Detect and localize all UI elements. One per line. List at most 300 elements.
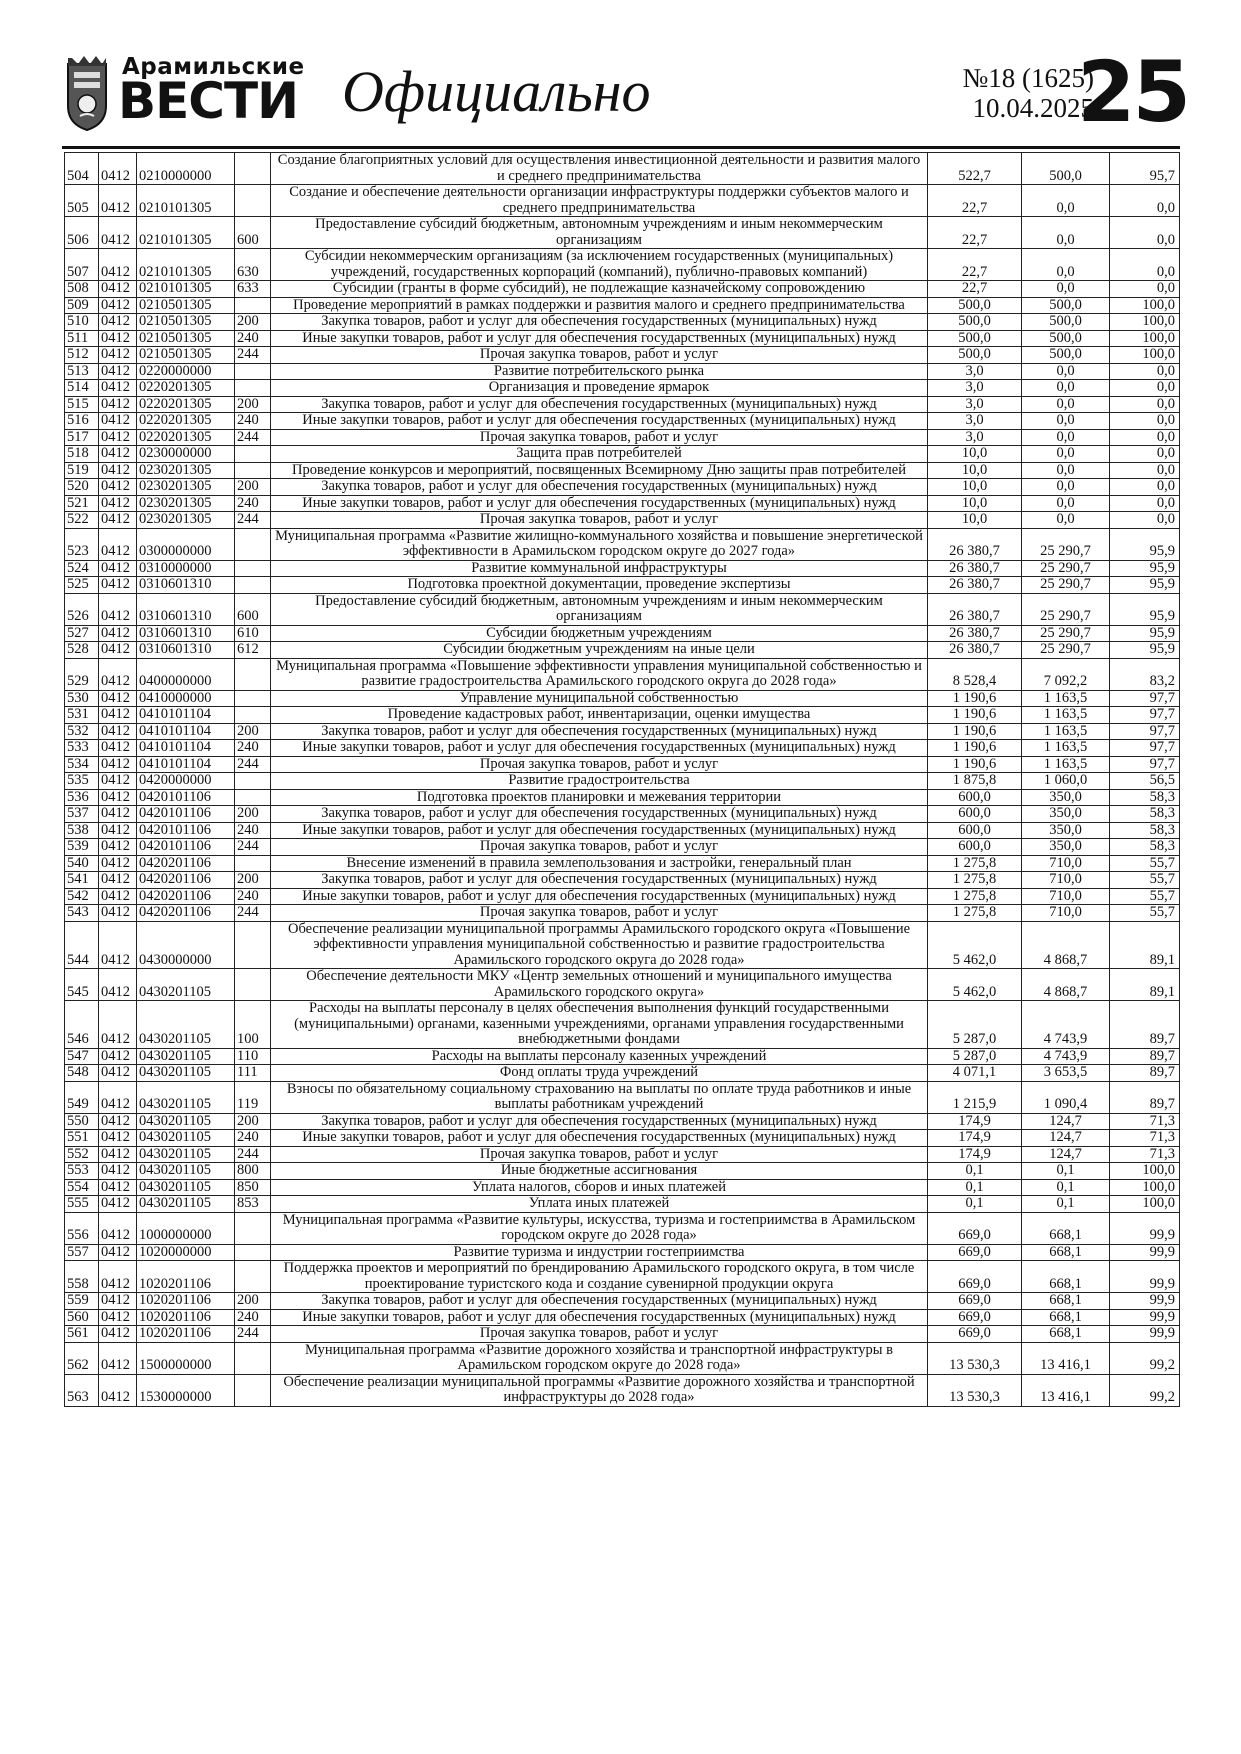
table-row	[65, 822, 1180, 839]
table-row	[65, 1196, 1180, 1213]
actual-amount: 350,0	[1022, 806, 1110, 823]
expense-name: Прочая закупка товаров, работ и услуг	[271, 429, 928, 446]
planned-amount: 1 190,6	[928, 690, 1022, 707]
expense-name: Обеспечение реализации муниципальной программы Арамильского городского округа «Повышение эффективности управления муниципальной собственностью и развитие градостроительства Арамильского городского округа до 2028 года»	[271, 921, 928, 969]
execution-percent: 0,0	[1110, 217, 1180, 249]
planned-amount: 26 380,7	[928, 593, 1022, 625]
actual-amount: 124,7	[1022, 1146, 1110, 1163]
actual-amount: 25 290,7	[1022, 577, 1110, 594]
planned-amount: 22,7	[928, 249, 1022, 281]
target-article-code: 0400000000	[137, 658, 235, 690]
execution-percent: 100,0	[1110, 314, 1180, 331]
row-number: 541	[65, 872, 99, 889]
execution-percent: 0,0	[1110, 363, 1180, 380]
planned-amount: 22,7	[928, 185, 1022, 217]
planned-amount: 3,0	[928, 429, 1022, 446]
expense-type-code: 850	[235, 1179, 271, 1196]
section-code: 0412	[99, 1146, 137, 1163]
actual-amount: 0,0	[1022, 185, 1110, 217]
target-article-code: 0410101104	[137, 756, 235, 773]
expense-type-code: 240	[235, 1130, 271, 1147]
planned-amount: 13 530,3	[928, 1374, 1022, 1406]
planned-amount: 1 190,6	[928, 756, 1022, 773]
expense-type-code: 244	[235, 512, 271, 529]
logo-main-text: ВЕСТИ	[118, 72, 298, 130]
table-row	[65, 642, 1180, 659]
expense-type-code	[235, 380, 271, 397]
expense-type-code: 200	[235, 723, 271, 740]
expense-type-code: 240	[235, 330, 271, 347]
expense-type-code: 200	[235, 1293, 271, 1310]
actual-amount: 1 163,5	[1022, 690, 1110, 707]
section-code: 0412	[99, 1163, 137, 1180]
actual-amount: 124,7	[1022, 1130, 1110, 1147]
section-code: 0412	[99, 528, 137, 560]
execution-percent: 58,3	[1110, 822, 1180, 839]
target-article-code: 0420201106	[137, 888, 235, 905]
row-number: 547	[65, 1048, 99, 1065]
row-number: 516	[65, 413, 99, 430]
row-number: 535	[65, 773, 99, 790]
planned-amount: 10,0	[928, 495, 1022, 512]
table-row	[65, 1130, 1180, 1147]
planned-amount: 174,9	[928, 1146, 1022, 1163]
row-number: 506	[65, 217, 99, 249]
expense-name: Закупка товаров, работ и услуг для обеспечения государственных (муниципальных) нужд	[271, 1293, 928, 1310]
planned-amount: 1 190,6	[928, 707, 1022, 724]
expense-type-code: 240	[235, 1309, 271, 1326]
actual-amount: 1 163,5	[1022, 723, 1110, 740]
actual-amount: 0,1	[1022, 1196, 1110, 1213]
actual-amount: 350,0	[1022, 789, 1110, 806]
row-number: 509	[65, 297, 99, 314]
expense-type-code: 630	[235, 249, 271, 281]
planned-amount: 10,0	[928, 479, 1022, 496]
expense-type-code: 100	[235, 1001, 271, 1049]
expense-type-code: 240	[235, 740, 271, 757]
newspaper-logo	[62, 54, 305, 134]
execution-percent: 0,0	[1110, 249, 1180, 281]
actual-amount: 0,0	[1022, 462, 1110, 479]
section-code: 0412	[99, 363, 137, 380]
target-article-code: 0420101106	[137, 806, 235, 823]
execution-percent: 95,9	[1110, 528, 1180, 560]
execution-percent: 83,2	[1110, 658, 1180, 690]
expense-name: Иные закупки товаров, работ и услуг для обеспечения государственных (муниципальных) нужд	[271, 330, 928, 347]
section-code: 0412	[99, 723, 137, 740]
expense-name: Прочая закупка товаров, работ и услуг	[271, 756, 928, 773]
planned-amount: 3,0	[928, 380, 1022, 397]
expense-type-code: 240	[235, 495, 271, 512]
section-code: 0412	[99, 281, 137, 298]
execution-percent: 0,0	[1110, 380, 1180, 397]
expense-type-code: 240	[235, 888, 271, 905]
expense-type-code	[235, 707, 271, 724]
table-row	[65, 872, 1180, 889]
expense-type-code: 244	[235, 1146, 271, 1163]
expense-name: Иные закупки товаров, работ и услуг для обеспечения государственных (муниципальных) нужд	[271, 495, 928, 512]
table-row	[65, 297, 1180, 314]
section-code: 0412	[99, 347, 137, 364]
expense-name: Обеспечение реализации муниципальной программы «Развитие дорожного хозяйства и транспортной инфраструктуры до 2028 года»	[271, 1374, 928, 1406]
expense-type-code	[235, 855, 271, 872]
expense-type-code: 111	[235, 1065, 271, 1082]
expense-name: Прочая закупка товаров, работ и услуг	[271, 1326, 928, 1343]
target-article-code: 0430201105	[137, 1113, 235, 1130]
expense-name: Муниципальная программа «Развитие дорожного хозяйства и транспортной инфраструктуры в Арамильском городском округе до 2028 года»	[271, 1342, 928, 1374]
section-code: 0412	[99, 789, 137, 806]
row-number: 515	[65, 396, 99, 413]
actual-amount: 25 290,7	[1022, 625, 1110, 642]
row-number: 531	[65, 707, 99, 724]
target-article-code: 0410101104	[137, 707, 235, 724]
expense-type-code: 612	[235, 642, 271, 659]
section-code: 0412	[99, 512, 137, 529]
table-row	[65, 1065, 1180, 1082]
table-row	[65, 723, 1180, 740]
planned-amount: 26 380,7	[928, 642, 1022, 659]
expense-name: Подготовка проектов планировки и межевания территории	[271, 789, 928, 806]
table-row	[65, 740, 1180, 757]
row-number: 556	[65, 1212, 99, 1244]
section-code: 0412	[99, 872, 137, 889]
execution-percent: 100,0	[1110, 1163, 1180, 1180]
expense-name: Проведение мероприятий в рамках поддержки и развития малого и среднего предпринимательства	[271, 297, 928, 314]
expense-type-code	[235, 577, 271, 594]
table-row	[65, 625, 1180, 642]
target-article-code: 0210000000	[137, 153, 235, 185]
table-row	[65, 413, 1180, 430]
table-row	[65, 1048, 1180, 1065]
row-number: 550	[65, 1113, 99, 1130]
actual-amount: 710,0	[1022, 905, 1110, 922]
execution-percent: 0,0	[1110, 185, 1180, 217]
section-code: 0412	[99, 297, 137, 314]
section-code: 0412	[99, 1309, 137, 1326]
actual-amount: 0,1	[1022, 1163, 1110, 1180]
expense-name: Иные закупки товаров, работ и услуг для обеспечения государственных (муниципальных) нужд	[271, 822, 928, 839]
row-number: 560	[65, 1309, 99, 1326]
table-row	[65, 690, 1180, 707]
row-number: 511	[65, 330, 99, 347]
expense-type-code	[235, 658, 271, 690]
section-code: 0412	[99, 921, 137, 969]
section-code: 0412	[99, 1374, 137, 1406]
issue-info	[884, 63, 1094, 123]
target-article-code: 1020201106	[137, 1326, 235, 1343]
target-article-code: 1000000000	[137, 1212, 235, 1244]
expense-name: Закупка товаров, работ и услуг для обеспечения государственных (муниципальных) нужд	[271, 872, 928, 889]
expense-name: Иные закупки товаров, работ и услуг для обеспечения государственных (муниципальных) нужд	[271, 1130, 928, 1147]
planned-amount: 1 275,8	[928, 872, 1022, 889]
logo-top-text: Арамильские	[122, 54, 305, 80]
actual-amount: 500,0	[1022, 297, 1110, 314]
issue-date: 10.04.2025	[972, 93, 1094, 123]
execution-percent: 95,9	[1110, 577, 1180, 594]
execution-percent: 55,7	[1110, 855, 1180, 872]
table-row	[65, 281, 1180, 298]
target-article-code: 0210501305	[137, 347, 235, 364]
planned-amount: 600,0	[928, 806, 1022, 823]
expense-name: Иные закупки товаров, работ и услуг для обеспечения государственных (муниципальных) нужд	[271, 413, 928, 430]
execution-percent: 100,0	[1110, 330, 1180, 347]
target-article-code: 0430201105	[137, 1065, 235, 1082]
section-code: 0412	[99, 642, 137, 659]
budget-table-body	[65, 153, 1180, 1407]
execution-percent: 89,7	[1110, 1001, 1180, 1049]
actual-amount: 124,7	[1022, 1113, 1110, 1130]
table-row	[65, 789, 1180, 806]
section-code: 0412	[99, 1081, 137, 1113]
section-code: 0412	[99, 429, 137, 446]
section-code: 0412	[99, 593, 137, 625]
actual-amount: 25 290,7	[1022, 593, 1110, 625]
expense-type-code	[235, 773, 271, 790]
section-code: 0412	[99, 690, 137, 707]
actual-amount: 0,0	[1022, 429, 1110, 446]
actual-amount: 25 290,7	[1022, 560, 1110, 577]
execution-percent: 99,9	[1110, 1309, 1180, 1326]
planned-amount: 1 275,8	[928, 888, 1022, 905]
row-number: 546	[65, 1001, 99, 1049]
actual-amount: 0,0	[1022, 479, 1110, 496]
planned-amount: 22,7	[928, 281, 1022, 298]
execution-percent: 100,0	[1110, 347, 1180, 364]
section-code: 0412	[99, 249, 137, 281]
actual-amount: 668,1	[1022, 1261, 1110, 1293]
expense-type-code	[235, 446, 271, 463]
actual-amount: 25 290,7	[1022, 528, 1110, 560]
expense-type-code: 119	[235, 1081, 271, 1113]
actual-amount: 0,0	[1022, 512, 1110, 529]
section-code: 0412	[99, 1196, 137, 1213]
execution-percent: 0,0	[1110, 413, 1180, 430]
table-row	[65, 314, 1180, 331]
row-number: 527	[65, 625, 99, 642]
actual-amount: 668,1	[1022, 1326, 1110, 1343]
expense-name: Обеспечение деятельности МКУ «Центр земельных отношений и муниципального имущества Арамильского городского округа»	[271, 969, 928, 1001]
row-number: 542	[65, 888, 99, 905]
table-row	[65, 446, 1180, 463]
actual-amount: 13 416,1	[1022, 1374, 1110, 1406]
expense-name: Фонд оплаты труда учреждений	[271, 1065, 928, 1082]
target-article-code: 1020201106	[137, 1261, 235, 1293]
expense-type-code: 244	[235, 756, 271, 773]
section-code: 0412	[99, 806, 137, 823]
expense-name: Закупка товаров, работ и услуг для обеспечения государственных (муниципальных) нужд	[271, 723, 928, 740]
execution-percent: 97,7	[1110, 740, 1180, 757]
expense-type-code: 200	[235, 806, 271, 823]
expense-name: Создание и обеспечение деятельности организации инфраструктуры поддержки субъектов малого и среднего предпринимательства	[271, 185, 928, 217]
expense-name: Проведение кадастровых работ, инвентаризации, оценки имущества	[271, 707, 928, 724]
planned-amount: 26 380,7	[928, 625, 1022, 642]
target-article-code: 0420101106	[137, 839, 235, 856]
actual-amount: 1 163,5	[1022, 707, 1110, 724]
actual-amount: 500,0	[1022, 314, 1110, 331]
target-article-code: 0410101104	[137, 723, 235, 740]
actual-amount: 710,0	[1022, 855, 1110, 872]
header-rule	[62, 146, 1180, 149]
planned-amount: 500,0	[928, 347, 1022, 364]
expense-name: Прочая закупка товаров, работ и услуг	[271, 512, 928, 529]
row-number: 518	[65, 446, 99, 463]
table-row	[65, 330, 1180, 347]
section-code: 0412	[99, 153, 137, 185]
expense-type-code: 200	[235, 872, 271, 889]
target-article-code: 0210501305	[137, 314, 235, 331]
target-article-code: 0420000000	[137, 773, 235, 790]
row-number: 510	[65, 314, 99, 331]
target-article-code: 0220201305	[137, 396, 235, 413]
actual-amount: 350,0	[1022, 839, 1110, 856]
table-row	[65, 921, 1180, 969]
target-article-code: 0310601310	[137, 642, 235, 659]
row-number: 563	[65, 1374, 99, 1406]
target-article-code: 0230201305	[137, 512, 235, 529]
execution-percent: 97,7	[1110, 756, 1180, 773]
target-article-code: 0430201105	[137, 1048, 235, 1065]
execution-percent: 0,0	[1110, 495, 1180, 512]
section-code: 0412	[99, 740, 137, 757]
row-number: 562	[65, 1342, 99, 1374]
row-number: 540	[65, 855, 99, 872]
table-row	[65, 380, 1180, 397]
planned-amount: 8 528,4	[928, 658, 1022, 690]
actual-amount: 0,1	[1022, 1179, 1110, 1196]
actual-amount: 500,0	[1022, 330, 1110, 347]
expense-name: Расходы на выплаты персоналу в целях обеспечения выполнения функций государственными (муниципальными) органами, казенными учреждениями, органами управления государственными внебюджетными фондами	[271, 1001, 928, 1049]
table-row	[65, 153, 1180, 185]
target-article-code: 0220201305	[137, 380, 235, 397]
expense-type-code	[235, 185, 271, 217]
expense-type-code: 200	[235, 479, 271, 496]
expense-type-code	[235, 153, 271, 185]
expense-name: Внесение изменений в правила землепользования и застройки, генеральный план	[271, 855, 928, 872]
row-number: 537	[65, 806, 99, 823]
actual-amount: 1 163,5	[1022, 740, 1110, 757]
section-code: 0412	[99, 330, 137, 347]
target-article-code: 1020000000	[137, 1244, 235, 1261]
execution-percent: 89,7	[1110, 1065, 1180, 1082]
row-number: 524	[65, 560, 99, 577]
actual-amount: 4 868,7	[1022, 921, 1110, 969]
row-number: 513	[65, 363, 99, 380]
row-number: 508	[65, 281, 99, 298]
section-code: 0412	[99, 888, 137, 905]
section-code: 0412	[99, 969, 137, 1001]
execution-percent: 89,7	[1110, 1081, 1180, 1113]
row-number: 526	[65, 593, 99, 625]
row-number: 519	[65, 462, 99, 479]
expense-type-code: 244	[235, 429, 271, 446]
execution-percent: 97,7	[1110, 690, 1180, 707]
row-number: 505	[65, 185, 99, 217]
table-row	[65, 396, 1180, 413]
execution-percent: 89,7	[1110, 1048, 1180, 1065]
row-number: 530	[65, 690, 99, 707]
execution-percent: 97,7	[1110, 707, 1180, 724]
execution-percent: 95,9	[1110, 642, 1180, 659]
table-row	[65, 512, 1180, 529]
row-number: 525	[65, 577, 99, 594]
target-article-code: 1500000000	[137, 1342, 235, 1374]
target-article-code: 0310000000	[137, 560, 235, 577]
planned-amount: 1 190,6	[928, 723, 1022, 740]
table-row	[65, 1342, 1180, 1374]
expense-name: Развитие градостроительства	[271, 773, 928, 790]
execution-percent: 55,7	[1110, 888, 1180, 905]
page-number: 25	[1077, 43, 1188, 141]
target-article-code: 0230201305	[137, 495, 235, 512]
section-code: 0412	[99, 1293, 137, 1310]
expense-name: Прочая закупка товаров, работ и услуг	[271, 347, 928, 364]
row-number: 557	[65, 1244, 99, 1261]
execution-percent: 100,0	[1110, 297, 1180, 314]
target-article-code: 0230000000	[137, 446, 235, 463]
table-row	[65, 1001, 1180, 1049]
expense-type-code: 600	[235, 593, 271, 625]
row-number: 548	[65, 1065, 99, 1082]
expense-name: Субсидии (гранты в форме субсидий), не подлежащие казначейскому сопровождению	[271, 281, 928, 298]
expense-name: Управление муниципальной собственностью	[271, 690, 928, 707]
planned-amount: 600,0	[928, 822, 1022, 839]
expense-type-code: 110	[235, 1048, 271, 1065]
expense-name: Проведение конкурсов и мероприятий, посвященных Всемирному Дню защиты прав потребителей	[271, 462, 928, 479]
expense-type-code: 244	[235, 1326, 271, 1343]
actual-amount: 500,0	[1022, 347, 1110, 364]
expense-type-code	[235, 1374, 271, 1406]
expense-type-code	[235, 921, 271, 969]
expense-name: Подготовка проектной документации, проведение экспертизы	[271, 577, 928, 594]
planned-amount: 26 380,7	[928, 528, 1022, 560]
expense-name: Защита прав потребителей	[271, 446, 928, 463]
section-code: 0412	[99, 380, 137, 397]
target-article-code: 1020201106	[137, 1293, 235, 1310]
target-article-code: 0420201106	[137, 905, 235, 922]
row-number: 528	[65, 642, 99, 659]
expense-name: Предоставление субсидий бюджетным, автономным учреждениям и иным некоммерческим организациям	[271, 217, 928, 249]
table-row	[65, 1113, 1180, 1130]
planned-amount: 669,0	[928, 1293, 1022, 1310]
execution-percent: 0,0	[1110, 396, 1180, 413]
target-article-code: 0220201305	[137, 429, 235, 446]
planned-amount: 669,0	[928, 1261, 1022, 1293]
table-row	[65, 905, 1180, 922]
section-code: 0412	[99, 822, 137, 839]
execution-percent: 99,9	[1110, 1212, 1180, 1244]
row-number: 552	[65, 1146, 99, 1163]
actual-amount: 0,0	[1022, 396, 1110, 413]
target-article-code: 1530000000	[137, 1374, 235, 1406]
execution-percent: 95,7	[1110, 153, 1180, 185]
table-row	[65, 479, 1180, 496]
table-row	[65, 217, 1180, 249]
row-number: 553	[65, 1163, 99, 1180]
planned-amount: 3,0	[928, 363, 1022, 380]
expense-type-code	[235, 363, 271, 380]
expense-name: Прочая закупка товаров, работ и услуг	[271, 839, 928, 856]
row-number: 523	[65, 528, 99, 560]
row-number: 545	[65, 969, 99, 1001]
actual-amount: 668,1	[1022, 1293, 1110, 1310]
actual-amount: 25 290,7	[1022, 642, 1110, 659]
expense-type-code	[235, 969, 271, 1001]
actual-amount: 0,0	[1022, 281, 1110, 298]
target-article-code: 0310601310	[137, 577, 235, 594]
target-article-code: 0430201105	[137, 969, 235, 1001]
expense-name: Поддержка проектов и мероприятий по брендированию Арамильского городского округа, в том числе проектирование туристского кода и создание сувенирной продукции округа	[271, 1261, 928, 1293]
expense-type-code	[235, 528, 271, 560]
